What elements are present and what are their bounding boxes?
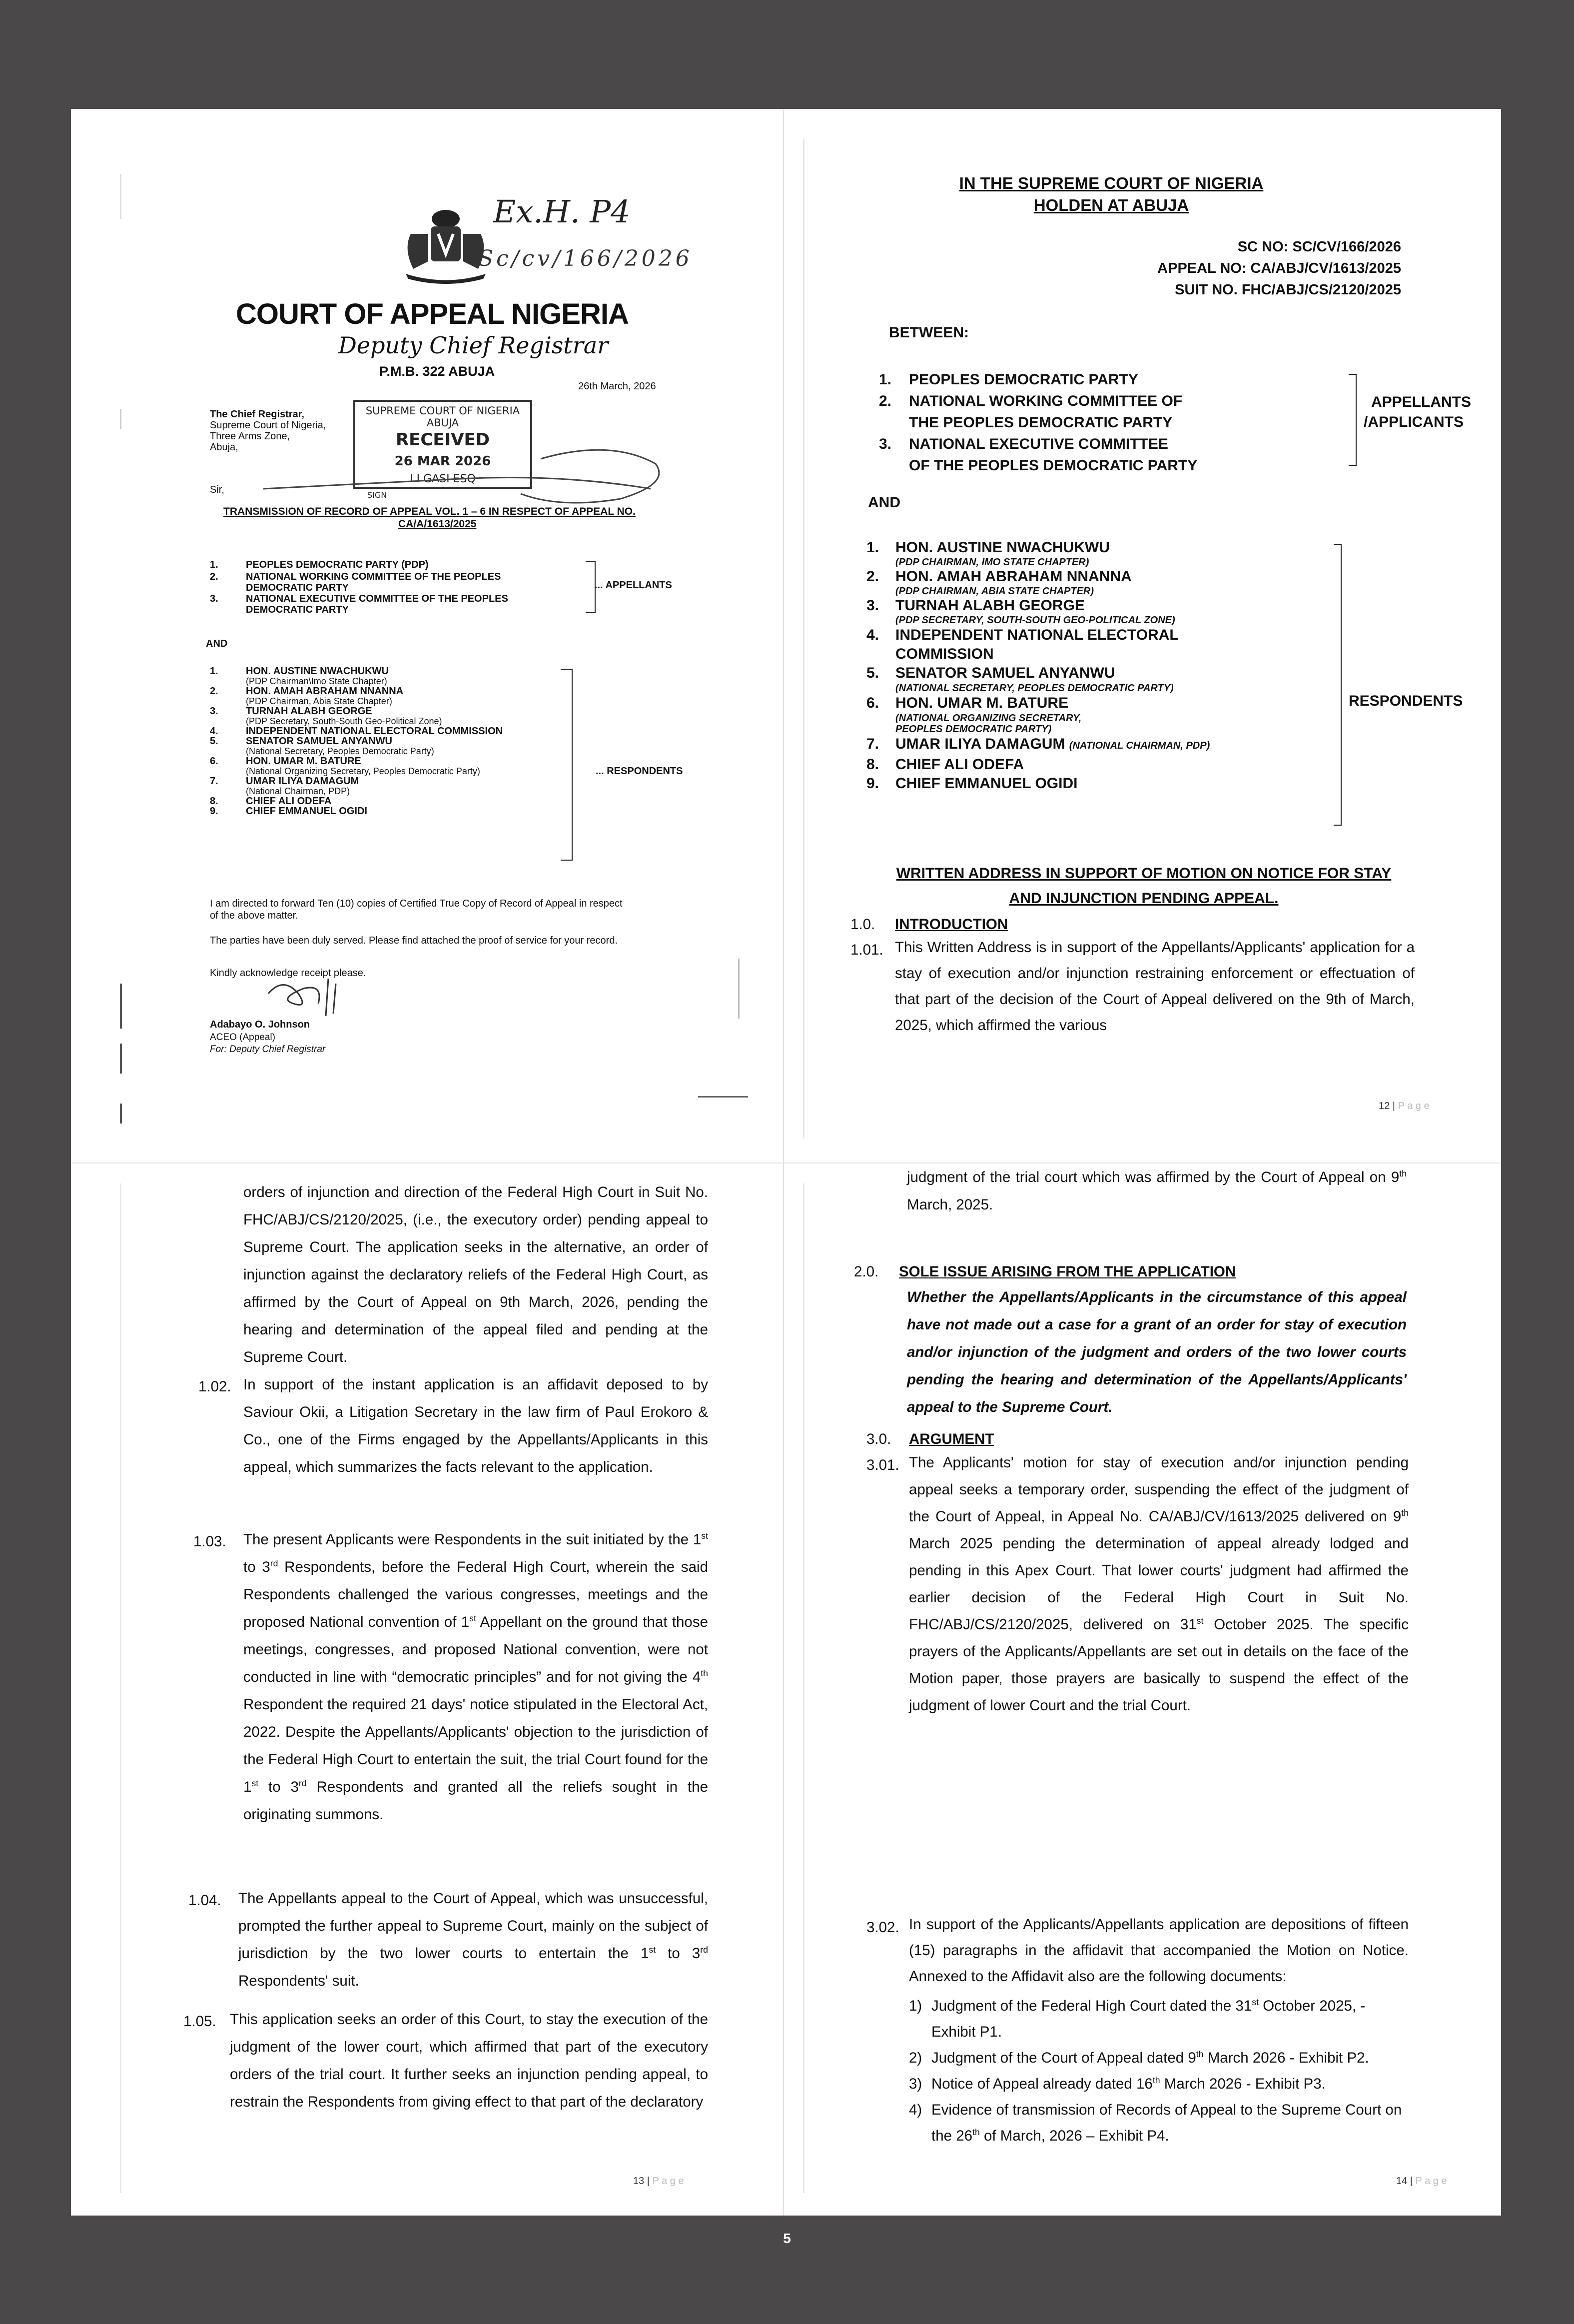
appellants-label: ... APPELLANTS — [595, 580, 672, 591]
appellants-label: APPELLANTS — [1371, 394, 1472, 410]
page-number: 14 | P a g e — [1396, 2176, 1447, 2187]
page-14 — [784, 1163, 1501, 2216]
scan-margin-mark — [803, 1183, 804, 2193]
appellants-list — [210, 559, 610, 615]
list-item: 3. TURNAH ALABH GEORGE — [866, 597, 1085, 614]
court-heading: IN THE SUPREME COURT OF NIGERIA — [959, 174, 1264, 192]
addressee-line: The Chief Registrar, — [210, 409, 304, 420]
page-number: 13 | P a g e — [633, 2176, 684, 2187]
handwritten-exhibit-mark: Ex.H. P4 — [493, 193, 631, 230]
list-item: (National Secretary, Peoples Democratic Party) — [246, 746, 434, 756]
list-item: 9. CHIEF EMMANUEL OGIDI — [866, 775, 1078, 792]
stamp-line: RECEIVED — [396, 430, 490, 450]
scan-margin-mark — [120, 1044, 122, 1074]
paragraph-number: 3.01. — [866, 1457, 899, 1473]
list-item: (National Organizing Secretary, Peoples Democratic Party) — [246, 766, 480, 776]
list-item: 2) Judgment of the Court of Appeal dated 9th March 2026 - Exhibit P2. — [909, 2049, 1369, 2066]
list-item: 3. NATIONAL EXECUTIVE COMMITTEE OF THE PEOPLES — [210, 593, 508, 604]
letter-date: 26th March, 2026 — [578, 381, 656, 392]
list-item: (PDP SECRETARY, SOUTH-SOUTH GEO-POLITICAL ZONE) — [895, 615, 1175, 626]
list-item: 4. INDEPENDENT NATIONAL ELECTORAL COMMISSION — [210, 726, 503, 737]
scan-margin-mark — [120, 409, 121, 429]
letterhead-address: P.M.B. 322 ABUJA — [379, 364, 495, 379]
scan-margin-mark — [738, 959, 740, 1019]
written-address-title: WRITTEN ADDRESS IN SUPPORT OF MOTION ON NOTICE FOR STAY — [896, 865, 1392, 882]
signer-title: ACEO (Appeal) — [210, 1032, 275, 1043]
list-item: COMMISSION — [895, 646, 994, 662]
list-item: 1. HON. AUSTINE NWACHUKWU — [866, 539, 1110, 556]
list-item: 8. CHIEF ALI ODEFA — [866, 756, 1024, 773]
addressee-line: Three Arms Zone, — [210, 431, 290, 442]
handwritten-signature-icon — [263, 974, 348, 1019]
scan-margin-mark — [803, 139, 804, 1139]
list-item: 1. PEOPLES DEMOCRATIC PARTY (PDP) — [210, 559, 429, 570]
page-written-address-cover — [784, 109, 1501, 1162]
scan-margin-mark — [120, 984, 122, 1029]
list-item: (NATIONAL SECRETARY, PEOPLES DEMOCRATIC PARTY) — [895, 683, 1174, 694]
sc-number: SC NO: SC/CV/166/2026 — [1237, 239, 1401, 255]
paragraph-number: 1.01. — [850, 942, 883, 958]
list-item: PEOPLES DEMOCRATIC PARTY) — [895, 724, 1052, 735]
page-number: 12 | P a g e — [1379, 1101, 1430, 1112]
signer-for: For: Deputy Chief Registrar — [210, 1044, 326, 1055]
section-number: 2.0. — [854, 1263, 879, 1280]
list-item: (PDP CHAIRMAN, IMO STATE CHAPTER) — [895, 557, 1089, 568]
scan-margin-mark — [120, 174, 121, 219]
list-item: 8. CHIEF ALI ODEFA — [210, 796, 332, 807]
letter-body-paragraph: Kindly acknowledge receipt please. — [210, 968, 366, 979]
paragraph-number: 1.04. — [188, 1892, 221, 1909]
signature-scribble-icon — [261, 429, 691, 514]
section-number: 1.0. — [850, 916, 875, 933]
appellants-bracket — [1349, 374, 1357, 466]
respondents-label: RESPONDENTS — [1349, 693, 1463, 709]
list-item: OF THE PEOPLES DEMOCRATIC PARTY — [909, 457, 1198, 474]
list-item: 1. HON. AUSTINE NWACHUKWU — [210, 666, 389, 677]
appeal-number: APPEAL NO: CA/ABJ/CV/1613/2025 — [1157, 260, 1401, 276]
list-item: 2. NATIONAL WORKING COMMITTEE OF THE PEOPLES — [210, 571, 501, 582]
section-heading: SOLE ISSUE ARISING FROM THE APPLICATION — [899, 1263, 1236, 1280]
sole-issue: Whether the Appellants/Applicants in the circumstance of this appeal have not made out a case for a grant of an order for stay of execution and/or injunction of the judgment and orders of the two lower courts pending the hearing and determination of the Appellants/Applicants' appeal to the Supreme Court. — [907, 1289, 1407, 1415]
list-item: 9. CHIEF EMMANUEL OGIDI — [210, 806, 367, 817]
and-separator: AND — [868, 494, 900, 511]
letter-body-paragraph: I am directed to forward Ten (10) copies of Certified True Copy of Record of Appeal in respect of the above matter. — [210, 898, 623, 921]
transmission-appeal-no: CA/A/1613/2025 — [398, 518, 477, 530]
salutation: Sir, — [210, 484, 224, 495]
between-label: BETWEEN: — [889, 324, 969, 341]
paragraph-number: 1.03. — [193, 1533, 226, 1550]
scan-line — [698, 1096, 748, 1098]
list-item: 1. PEOPLES DEMOCRATIC PARTY — [879, 371, 1138, 388]
paragraph-number: 1.05. — [183, 2013, 216, 2030]
respondents-list — [866, 539, 1316, 793]
paragraph-3-02: In support of the Applicants/Appellants application are depositions of fifteen (15) paragraphs in the affidavit that accompanied the Motion on Notice. Annexed to the Affidavit also are the following documents: — [909, 1916, 1409, 1985]
paragraph-3-01: The Applicants' motion for stay of execution and/or injunction pending appeal seeks a temporary order, suspending the effect of the judgment of the Court of Appeal, in Appeal No. CA/ABJ/CV/1613/2025 delivered on 9th March 2025 pending the determination of appeal already lodged and pending in this Apex Court. That lower courts' judgment had affirmed the earlier decision of the Federal High Court in Suit No. FHC/ABJ/CS/2120/2025, delivered on 31st October 2025. The specific prayers of the Applicants/Appellants are set out in details on the face of the Motion paper, those prayers are basically to suspend the effect of the judgment of lower Court and the trial Court. — [909, 1454, 1409, 1714]
list-item: (PDP CHAIRMAN, ABIA STATE CHAPTER) — [895, 586, 1094, 597]
appellants-list — [879, 369, 1279, 476]
section-heading: INTRODUCTION — [895, 916, 1008, 933]
annexure-list — [909, 1993, 1409, 2149]
coat-of-arms-icon — [401, 204, 491, 284]
stamp-line: 26 MAR 2026 — [394, 454, 491, 469]
list-item: 1) Judgment of the Federal High Court dated the 31st October 2025, - Exhibit P1. — [909, 1997, 1366, 2040]
stamp-line: SIGN — [367, 490, 387, 500]
signer-name: Adabayo O. Johnson — [210, 1019, 310, 1030]
list-item: 4. INDEPENDENT NATIONAL ELECTORAL — [866, 627, 1179, 643]
list-item: 7. UMAR ILIYA DAMAGUM — [210, 776, 359, 787]
list-item: DEMOCRATIC PARTY — [246, 604, 349, 615]
list-item: 3. TURNAH ALABH GEORGE — [210, 706, 372, 717]
respondents-list — [210, 666, 660, 816]
list-item: 2. HON. AMAH ABRAHAM NNANNA — [210, 686, 404, 697]
paragraph-1-04: The Appellants appeal to the Court of Appeal, which was unsuccessful, prompted the further appeal to Supreme Court, mainly on the subject of jurisdiction by the two lower courts to entertain the 1st to 3rd Respondents' suit. — [238, 1890, 708, 1989]
respondents-label: ... RESPONDENTS — [596, 766, 683, 777]
respondents-bracket — [1334, 544, 1342, 826]
letter-body-paragraph: The parties have been duly served. Please find attached the proof of service for your record. — [210, 935, 618, 946]
letterhead-title: COURT OF APPEAL NIGERIA — [236, 298, 629, 330]
list-item: THE PEOPLES DEMOCRATIC PARTY — [909, 414, 1173, 431]
respondents-bracket — [561, 669, 573, 861]
list-item: (PDP Chairman\Imo State Chapter) — [246, 676, 387, 686]
list-item: 2. NATIONAL WORKING COMMITTEE OF — [879, 393, 1183, 409]
list-item: 6. HON. UMAR M. BATURE — [866, 695, 1069, 711]
court-subheading: HOLDEN AT ABUJA — [1033, 196, 1189, 214]
section-heading: ARGUMENT — [909, 1431, 994, 1447]
footer-page-number: 5 — [783, 2231, 791, 2246]
section-number: 3.0. — [866, 1431, 891, 1447]
paragraph-1-03: The present Applicants were Respondents in the suit initiated by the 1st to 3rd Respondents, before the Federal High Court, wherein the said Respondents challenged the various congresses, meetings and the proposed National convention of 1st Appellant on the ground that those meetings, congresses, and proposed National convention, were not conducted in line with “democratic principles” and for not giving the 4th Respondent the required 21 days' notice stipulated in the Electoral Act, 2022. Despite the Appellants/Applicants' objection to the jurisdiction of the Federal High Court to entertain the suit, the trial Court found for the 1st to 3rd Respondents and granted all the reliefs sought in the originating summons. — [243, 1531, 709, 1823]
list-item: (National Chairman, PDP) — [246, 786, 350, 796]
list-item: 7. UMAR ILIYA DAMAGUM (NATIONAL CHAIRMAN, PDP) — [866, 736, 1210, 752]
list-item: 5. SENATOR SAMUEL ANYANWU — [210, 736, 392, 747]
page-13 — [71, 1163, 783, 2216]
suit-number: SUIT NO. FHC/ABJ/CS/2120/2025 — [1175, 282, 1401, 298]
list-item: 4) Evidence of transmission of Records of Appeal to the Supreme Court on the 26th of March, 2026 – Exhibit P4. — [909, 2102, 1402, 2144]
paragraph-1-02: In support of the instant application is an affidavit deposed to by Saviour Okii, a Litigation Secretary in the law firm of Paul Erokoro & Co., one of the Firms engaged by the Appellants/Applicants in this appeal, which summarizes the facts relevant to the application. — [243, 1376, 708, 1475]
list-item: 3) Notice of Appeal already dated 16th March 2026 - Exhibit P3. — [909, 2075, 1326, 2092]
scan-margin-mark — [120, 1183, 121, 2193]
list-item: (NATIONAL ORGANIZING SECRETARY, — [895, 713, 1082, 724]
stamp-line: SUPREME COURT OF NIGERIA ABUJA — [365, 405, 520, 429]
applicants-label: /APPLICANTS — [1364, 414, 1464, 430]
list-item: 6. HON. UMAR M. BATURE — [210, 756, 361, 767]
appellants-bracket — [586, 561, 596, 613]
paragraph-number: 3.02. — [866, 1919, 899, 1936]
list-item: 5. SENATOR SAMUEL ANYANWU — [866, 665, 1115, 681]
scan-margin-mark — [120, 1104, 122, 1124]
written-address-title: AND INJUNCTION PENDING APPEAL. — [1009, 890, 1279, 907]
list-item: (PDP Chairman, Abia State Chapter) — [246, 696, 392, 706]
letterhead-subtitle: Deputy Chief Registrar — [338, 332, 609, 359]
stamp-line: I.I GASI ESQ — [410, 473, 476, 485]
list-item: 2. HON. AMAH ABRAHAM NNANNA — [866, 568, 1132, 585]
transmission-heading: TRANSMISSION OF RECORD OF APPEAL VOL. 1 – 6 IN RESPECT OF APPEAL NO. — [223, 506, 636, 517]
document-sheet — [71, 109, 1501, 2216]
and-separator: AND — [206, 638, 228, 649]
paragraph-1-05: This application seeks an order of this Court, to stay the execution of the judgment of the lower court, which affirmed that part of the executory orders of the trial court. It further seeks an injunction pending appeal, to restrain the Respondents from giving effect to that part of the declaratory — [230, 2011, 708, 2110]
paragraph-1-01: This Written Address is in support of the Appellants/Applicants' application for a stay of execution and/or injunction restraining enforcement or effectuation of that part of the decision of the Court of Appeal delivered on the 9th of March, 2025, which affirmed the various — [895, 939, 1415, 1034]
addressee-line: Abuja, — [210, 442, 238, 453]
page-court-of-appeal-letter — [71, 109, 783, 1162]
handwritten-suit-mark: Sc/cv/166/2026 — [478, 246, 693, 271]
list-item: 3. NATIONAL EXECUTIVE COMMITTEE — [879, 436, 1168, 452]
paragraph-number: 1.02. — [198, 1378, 231, 1395]
paragraph-continuation: orders of injunction and direction of the Federal High Court in Suit No. FHC/ABJ/CS/2120/2025, (i.e., the executory order) pending appeal to Supreme Court. The application seeks in the alternative, an order of injunction against the declaratory reliefs of the Federal High Court, as affirmed by the Court of Appeal on 9th March, 2026, pending the hearing and determination of the appeal filed and pending at the Supreme Court. — [243, 1184, 708, 1365]
list-item: (PDP Secretary, South-South Geo-Political Zone) — [246, 716, 442, 726]
paragraph-continuation: judgment of the trial court which was affirmed by the Court of Appeal on 9th March, 2025. — [907, 1168, 1407, 1213]
list-item: DEMOCRATIC PARTY — [246, 582, 349, 593]
addressee-line: Supreme Court of Nigeria, — [210, 420, 326, 431]
